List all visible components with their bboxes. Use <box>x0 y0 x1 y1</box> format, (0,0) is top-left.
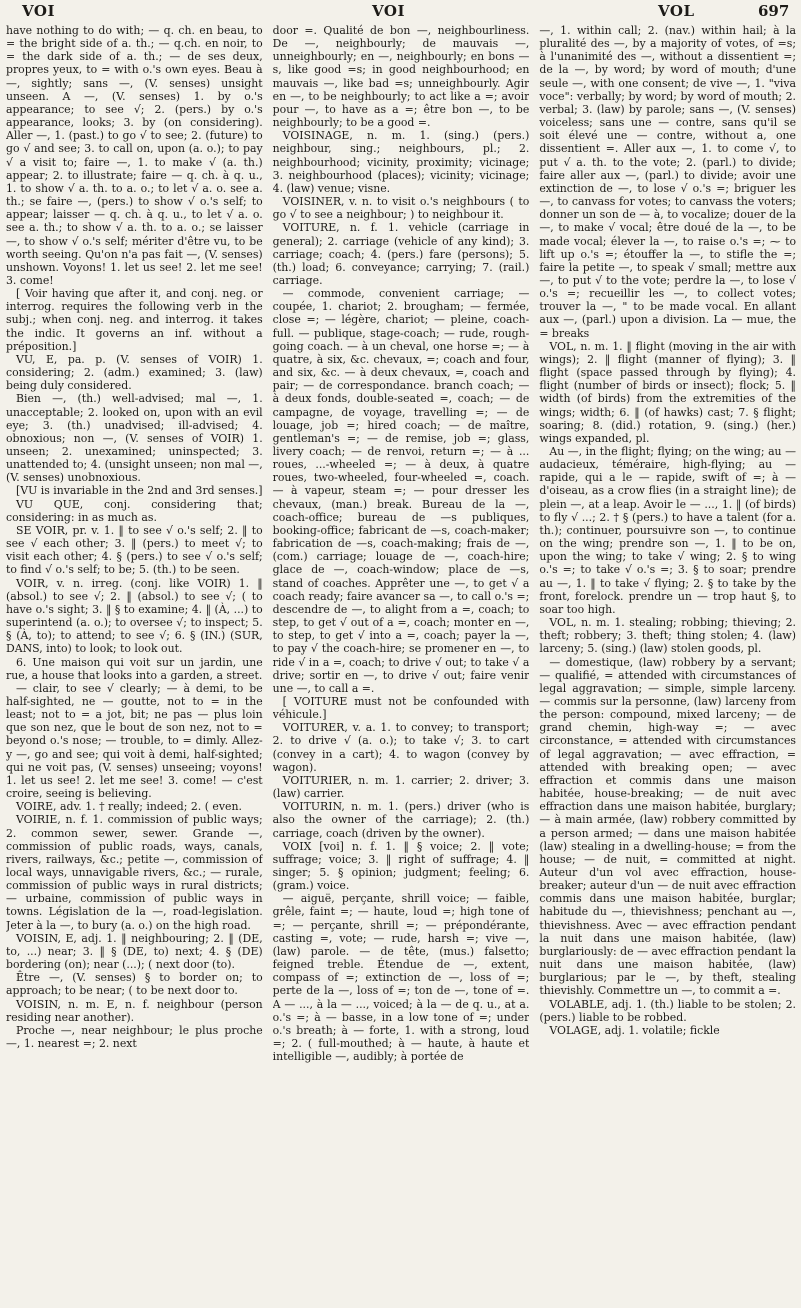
dictionary-entry: [ Voir having que after it, and conj. neg. or interrog. requires the following verb in the subj.; when conj. neg. and interrog. it takes the indic. It governs an inf. without a préposition.] <box>6 287 263 353</box>
dictionary-entry: —, 1. within call; 2. (nav.) within hail; à la pluralité des —, by a majority of votes, of =s; à l'unanimité des —, without a dissentient =; de la —, by word; by word of mouth; d'une seule —, with one consent; de vive —, 1. "viva voce": verbally; by word; by word of mouth; 2. verbal; 3. (law) by parole; sans —, (V. senses) voiceless; sans une — contre, sans qu'il se soit élevé une — contre, without a, one dissentient =. Aller aux —, 1. to come √, to put √ a. th. to the vote; 2. (parl.) to divide; faire aller aux —, (parl.) to divide; avoir une extinction de —, to lose √ o.'s =; briguer les —, to canvass for votes; to canvass the voters; donner un son de — à, to vocalize; douer de la —, to make √ vocal; être doué de la —, to be made vocal; élever la —, to raise o.'s =; ⁓ to lift up o.'s =; étouffer la —, to stifle the =; faire la petite —, to speak √ small; mettre aux —, to put √ to the vote; perdre la —, to lose √ o.'s =; recueillir les —, to collect votes; trouver la —, " to be made vocal. En allant aux —, (parl.) upon a division. La — mue, the = breaks <box>539 24 797 340</box>
dictionary-entry: door =. Qualité de bon —, neighbourliness. De —, neighbourly; de mauvais —, unneighbourly; en —, neighbourly; en bons —s, like good =s; in good neighbourhood; en mauvais —, like bad =s; unneighbourly. Agir en —, to be neighbourly; to act like a =; avoir pour —, to have as a =; être bon —, to be neighbourly; to be a good =. <box>272 24 530 130</box>
dictionary-entry: VOL, n. m. 1. ‖ flight (moving in the air with wings); 2. ‖ flight (manner of flying); 3. ‖ flight (space passed through by flying); 4. flight (number of birds or insect); flock; 5. ‖ width (of birds) from the extremities of the wings; width; 6. ‖ (of hawks) cast; 7. § flight; soaring; 8. (did.) rotation, 9. (sing.) (her.) wings expanded, pl. <box>539 339 797 445</box>
dictionary-entry: 6. Une maison qui voit sur un jardin, une rue, a house that looks into a garden, a street. <box>6 655 263 682</box>
dictionary-entry: have nothing to do with; — q. ch. en beau, to = the bright side of a. th.; — q.ch. en noir, to = the dark side of a. th.; — de ses deux, propres yeux, to = with o.'s own eyes. Beau à —, sightly; sans —, (V. senses) unsight unseen. A —, (V. senses) 1. by o.'s appearance; to see √; 2. (pers.) by o.'s appearance, looks; 3. by (on considering). Aller —, 1. (past.) to go √ to see; 2. (future) to go √ and see; 3. to call on, upon (a. o.); to pay √ a visit to; faire —, 1. to make √ (a. th.) appear; 2. to illustrate; faire — q. ch. à q. u., 1. to show √ a. th. to a. o.; to let √ a. o. see a. th.; se faire —, (pers.) to show √ o.'s self; to appear; laisser — q. ch. à q. u., to let √ a. o. see a. th.; to show √ a. th. to a. o.; se laisser —, to show √ o.'s self; mériter d'être vu, to be worth seeing. Qu'on n'a pas fait —, (V. senses) unshown. Voyons! 1. let us see! 2. let me see! 3. come! <box>6 24 263 287</box>
dictionary-entry: — domestique, (law) robbery by a servant; — qualifié, = attended with circumstances of legal aggravation; — simple, simple larceny. — commis sur la personne, (law) larceny from the person: compound, mixed larceny; — de grand chemin, high-way =; — avec circonstance, = attended with circumstances of legal aggravation; — avec effraction, = attended with breaking open; — avec effraction et commis dans une maison habitée, house-breaking; — de nuit avec effraction dans une maison habitée, burglary; — à main armée, (law) robbery committed by a person armed; — dans une maison habitée (law) stealing in a dwelling-house; = from the house; — de nuit, = committed at night. Auteur d'un vol avec effraction, house-breaker; auteur d'un — de nuit avec effraction commis dans une maison habitée, burglar; habitude du —, thievishness; penchant au —, thievishness. Avec — avec effraction pendant la nuit dans une maison habitée, (law) burglariously: de — avec effraction pendant la nuit dans une maison habitée, (law) burglarious; par le —, by theft, stealing thievishly. Commettre un —, to commit a =. <box>539 655 797 998</box>
dictionary-entry: VOIRE, adv. 1. † really; indeed; 2. ( even. <box>16 800 242 814</box>
column-middle <box>273 24 530 1304</box>
page-number: 697 <box>758 2 790 20</box>
dictionary-entry: VOISIN, n. m. E, n. f. neighbour (person residing near another). <box>6 997 263 1024</box>
column-left <box>6 24 263 1304</box>
dictionary-entry: VU QUE, conj. considering that; considering: in as much as. <box>6 497 263 524</box>
dictionary-entry: VOIX [voi] n. f. 1. ‖ § voice; 2. ‖ vote; suffrage; voice; 3. ‖ right of suffrage; 4. ‖ singer; 5. § opinion; judgment; feeling; 6. (gram.) voice. <box>272 839 530 893</box>
right-running-head: VOL <box>658 2 695 20</box>
page-header <box>0 0 801 24</box>
dictionary-entry: — aiguë, perçante, shrill voice; — faible, grêle, faint =; — haute, loud =; high tone of =; — perçante, shrill =; — prépondérante, casting =, vote; — rude, harsh =; vive —, (law) parole. — de tête, (mus.) falsetto; feigned treble. Étendue de —, extent, compass of =; extinction de —, loss of =; perte de la —, loss of =; ton de —, tone of =. A — ..., à la — ..., voiced; à la — de q. u., at a. o.'s =; à — basse, in a low tone of =; under o.'s breath; à — forte, 1. with a strong, loud =; 2. ( full-mouthed; à — haute, à haute et intelligible —, audibly; à portée de <box>272 892 530 1064</box>
dictionary-entry: VOITURER, v. a. 1. to convey; to transport; 2. to drive √ (a. o.); to take √; 3. to cart (convey in a cart); 4. to wagon (convey by wagon). <box>272 721 530 774</box>
dictionary-entry: VOIR, v. n. irreg. (conj. like VOIR) 1. ‖ (absol.) to see √; 2. ‖ (absol.) to see √; ( to have o.'s sight; 3. ‖ § to examine; 4. ‖ (À, ...) to superintend (a. o.); to oversee √; to inspect; 5. § (À, to); to attend; to see √; 6. § (IN.) (SUR, DANS, into) to look; to look out. <box>6 576 263 656</box>
dictionary-entry: VOISINER, v. n. to visit o.'s neighbours ( to go √ to see a neighbour; ) to neighbour it. <box>272 195 530 222</box>
dictionary-entry: VOISIN, E, adj. 1. ‖ neighbouring; 2. ‖ (DE, to, ...) near; 3. ‖ § (DE, to) next; 4. § (DE) bordering (on); near (...); ( next door (to). <box>6 931 263 972</box>
dictionary-entry: Être —, (V. senses) § to border on; to approach; to be near; ( to be next door to. <box>6 971 263 998</box>
dictionary-entry: VOISINAGE, n. m. 1. (sing.) (pers.) neighbour, sing.; neighbours, pl.; 2. neighbourhood; vicinity, proximity; vicinage; 3. neighbourhood (places); vicinity; vicinage; 4. (law) venue; visne. <box>272 129 530 195</box>
dictionary-entry: VOIRIE, n. f. 1. commission of public ways; 2. common sewer, sewer. Grande —, commission of public roads, ways, canals, rivers, railways, &c.; petite —, commission of local ways, unnavigable rivers, &c.; — rurale, commission of public ways in rural districts; — urbaine, commission of public ways in towns. Législation de la —, road-legislation. Jeter à la —, to bury (a. o.) on the high road. <box>6 813 263 932</box>
dictionary-entry: VOITURE, n. f. 1. vehicle (carriage in general); 2. carriage (vehicle of any kind); 3. carriage; coach; 4. (pers.) fare (persons); 5. (th.) load; 6. conveyance; carrying; 7. (rail.) carriage. <box>272 221 530 287</box>
dictionary-entry: VOLABLE, adj. 1. (th.) liable to be stolen; 2. (pers.) liable to be robbed. <box>539 997 797 1024</box>
dictionary-entry: [VU is invariable in the 2nd and 3rd senses.] <box>16 484 263 498</box>
dictionary-entry: — commode, convenient carriage; — coupée, 1. chariot; 2. brougham; — fermée, close =; — légère, chariot; — pleine, coach-full. — publique, stage-coach; — rude, rough-going coach. — à un cheval, one horse =; — à quatre, à six, &c. chevaux, =; coach and four, and six, &c. — à deux chevaux, =, coach and pair; — de correspondance. branch coach; — à deux fonds, double-seated =, coach; — de campagne, de voyage, travelling =; — de louage, job =; hired coach; — de maître, gentleman's =; — de remise, job =; glass, livery coach; — de renvoi, return =; — à ... roues, ...-wheeled =; — à deux, à quatre roues, two-wheeled, four-wheeled =, coach. — à vapeur, steam =; — pour dresser les chevaux, (man.) break. Bureau de la —, coach-office; bureau de —s publiques, booking-office; fabricant de —s, coach-maker; fabrication de —s, coach-making; frais de —, (com.) carriage; louage de —, coach-hire; glace de —, coach-window; place de —s, stand of coaches. Apprêter une —, to get √ a coach ready; faire avancer sa —, to call o.'s =; descendre de —, to alight from a =, coach; to step, to get √ out of a =, coach; monter en —, to step, to get √ into a =, coach; payer la —, to pay √ the coach-hire; se promener en —, to ride √ in a =, coach; to drive √ out; to take √ a drive; sortir en —, to drive √ out; faire venir une —, to call a =. <box>272 287 530 695</box>
dictionary-entry: Au —, in the flight; flying; on the wing; au — audacieux, téméraire, high-flying; au — rapide, qui a le — rapide, swift of =; à — d'oiseau, as a crow flies (in a straight line); de plein —, at a leap. Avoir le — ..., 1. ‖ (of birds) to fly √ ...; 2. † § (pers.) to have a talent (for a. th.); continuer, poursuivre son —, to continue on the wing; prendre son —, 1. ‖ to be on, upon the wing; to take √ wing; 2. § to wing o.'s =; to take √ o.'s =; 3. § to soar; prendre au —, 1. ‖ to take √ flying; 2. § to take by the front, forelock. prendre un — trop haut §, to soar too high. <box>539 445 797 616</box>
dictionary-entry: [ VOITURE must not be confounded with véhicule.] <box>272 694 530 722</box>
dictionary-entry: VOITURIN, n. m. 1. (pers.) driver (who is also the owner of the carriage); 2. (th.) carriage, coach (driven by the owner). <box>272 800 530 840</box>
dictionary-entry: — clair, to see √ clearly; — à demi, to be half-sighted, ne — goutte, not to = in the least; not to = a jot, bit; ne pas — plus loin que son nez, que le bout de son nez, not to = beyond o.'s nose; — trouble, to = dimly. Allez-y —, go and see; qui voit à demi, half-sighted; qui ne voit pas, (V. senses) unseeing; voyons! 1. let us see! 2. let me see! 3. come! — c'est croire, seeing is believing. <box>6 681 263 801</box>
dictionary-entry: VOLAGE, adj. 1. volatile; fickle <box>549 1023 720 1037</box>
dictionary-entry: Proche —, near neighbour; le plus proche —, 1. nearest =; 2. next <box>6 1023 263 1051</box>
center-running-head: VOI <box>372 2 405 20</box>
dictionary-entry: VOITURIER, n. m. 1. carrier; 2. driver; 3. (law) carrier. <box>272 773 530 801</box>
left-running-head: VOI <box>22 2 55 20</box>
dictionary-columns <box>6 24 796 1304</box>
dictionary-entry: Bien —, (th.) well-advised; mal —, 1. unacceptable; 2. looked on, upon with an evil eye; 3. (th.) unadvised; ill-advised; 4. obnoxious; non —, (V. senses of VOIR) 1. unseen; 2. unexamined; uninspected; 3. unattended to; 4. (unsight unseen; non mal —, (V. senses) unobnoxious. <box>6 392 263 485</box>
column-right <box>539 24 796 1304</box>
dictionary-entry: VOL, n. m. 1. stealing; robbing; thieving; 2. theft; robbery; 3. theft; thing stolen; 4. (law) larceny; 5. (sing.) (law) stolen goods, pl. <box>539 616 797 656</box>
dictionary-entry: VU, E, pa. p. (V. senses of VOIR) 1. considering; 2. (adm.) examined; 3. (law) being duly considered. <box>6 352 263 393</box>
dictionary-entry: SE VOIR, pr. v. 1. ‖ to see √ o.'s self; 2. ‖ to see √ each other; 3. ‖ (pers.) to meet √; to visit each other; 4. § (pers.) to see √ o.'s self; to find √ o.'s self; to be; 5. (th.) to be seen. <box>6 523 263 577</box>
